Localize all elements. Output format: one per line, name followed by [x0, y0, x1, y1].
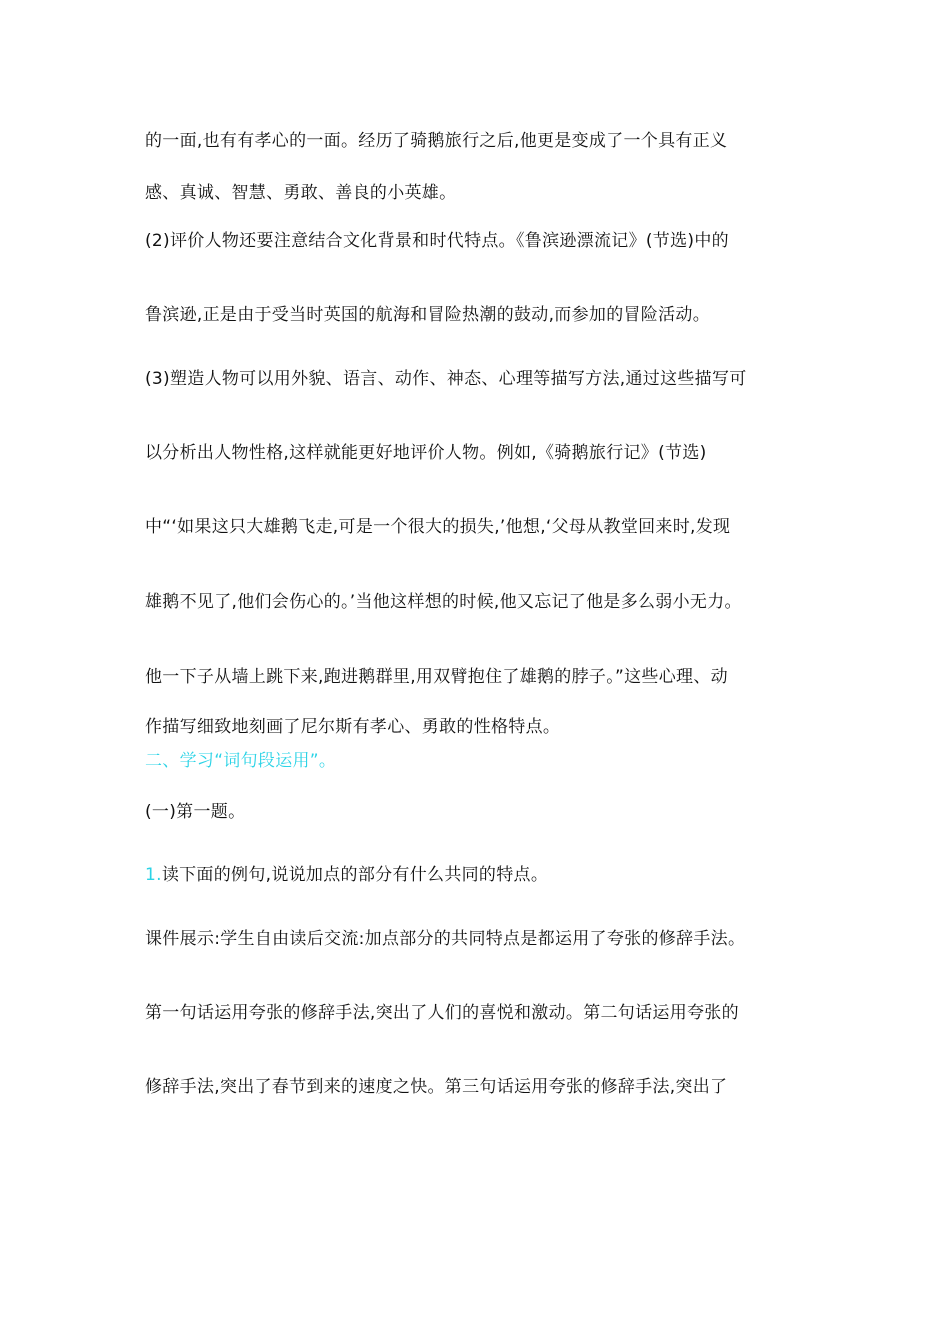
text-line: 感、真诚、智慧、勇敢、善良的小英雄。 [145, 183, 457, 203]
task-line [145, 864, 548, 886]
text-line: 鲁滨逊,正是由于受当时英国的航海和冒险热潮的鼓动,而参加的冒险活动。 [145, 305, 711, 325]
answer-line: 课件展示:学生自由读后交流:加点部分的共同特点是都运用了夸张的修辞手法。 [145, 929, 746, 949]
answer-line: 修辞手法,突出了春节到来的速度之快。第三句话运用夸张的修辞手法,突出了 [145, 1077, 728, 1097]
task-number: 1. [145, 865, 162, 885]
text-line: (2)评价人物还要注意结合文化背景和时代特点。《鲁滨逊漂流记》(节选)中的 [145, 231, 729, 251]
text-line: 以分析出人物性格,这样就能更好地评价人物。例如,《骑鹅旅行记》(节选) [145, 443, 707, 463]
subsection-title: (一)第一题。 [145, 802, 246, 822]
text-line: 的一面,也有有孝心的一面。经历了骑鹅旅行之后,他更是变成了一个具有正义 [145, 131, 728, 151]
text-line: (3)塑造人物可以用外貌、语言、动作、神态、心理等描写方法,通过这些描写可 [145, 369, 747, 389]
answer-line: 第一句话运用夸张的修辞手法,突出了人们的喜悦和激动。第二句话运用夸张的 [145, 1003, 739, 1023]
text-line: 他一下子从墙上跳下来,跑进鹅群里,用双臂抱住了雄鹅的脖子。”这些心理、动 [145, 667, 728, 687]
text-line: 作描写细致地刻画了尼尔斯有孝心、勇敢的性格特点。 [145, 717, 561, 737]
text-line: 雄鹅不见了,他们会伤心的。’当他这样想的时候,他又忘记了他是多么弱小无力。 [145, 592, 742, 612]
text-line: 中“‘如果这只大雄鹅飞走,可是一个很大的损失,’他想,‘父母从教堂回来时,发现 [145, 517, 731, 537]
section-heading: 二、学习“词句段运用”。 [145, 751, 337, 771]
task-text: 读下面的例句,说说加点的部分有什么共同的特点。 [161, 865, 549, 885]
